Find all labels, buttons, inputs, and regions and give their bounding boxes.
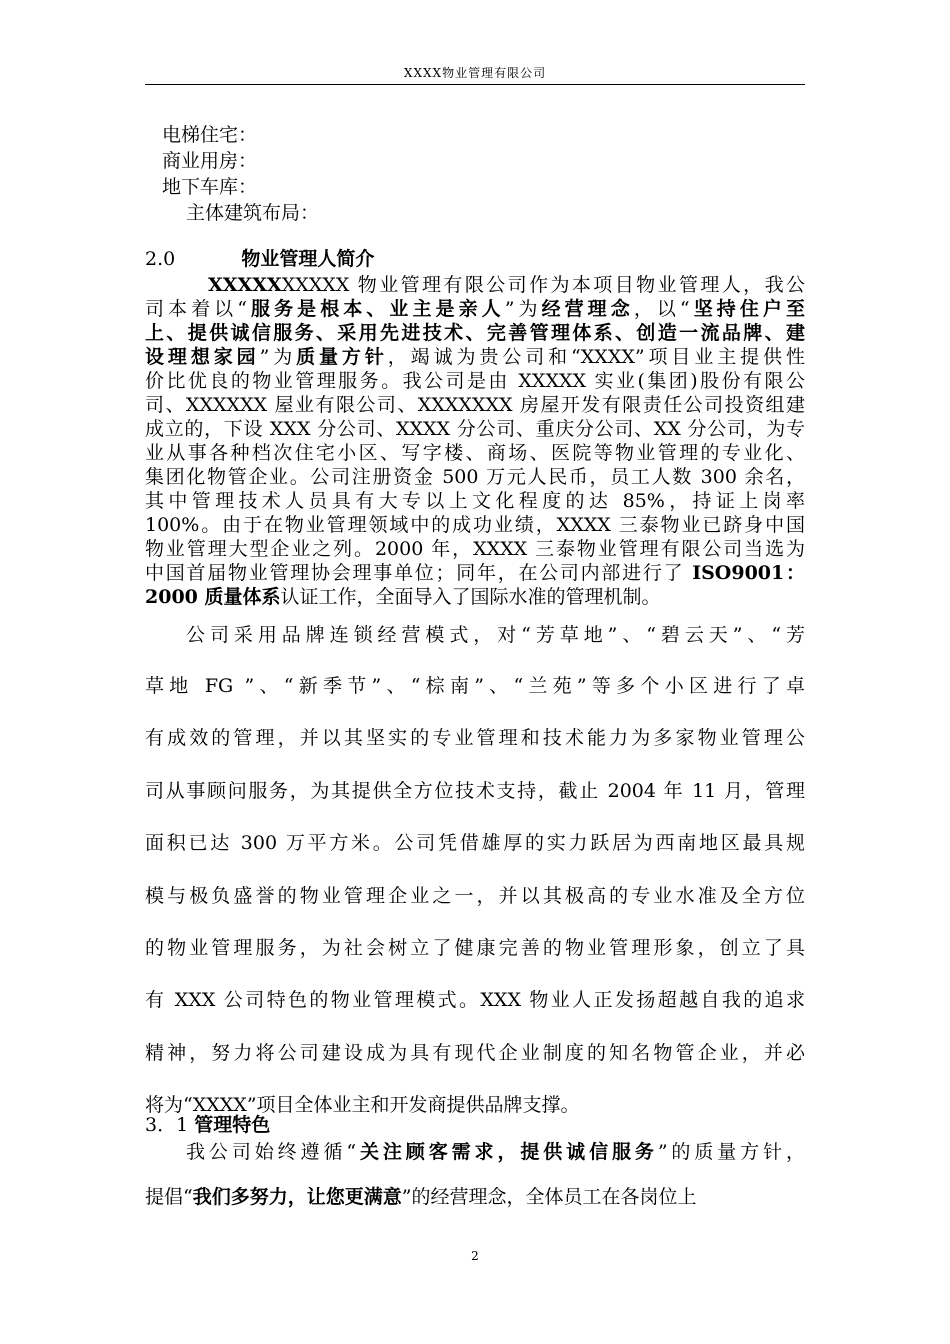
text-run: 我公司始终遵循“ — [186, 1141, 357, 1163]
bold-text: 坚持住户至 — [689, 298, 805, 320]
text-run: 草地 FG ”、“新季节”、“棕南”、“兰苑”等多个小区进行了卓 — [145, 675, 805, 697]
text-line — [145, 830, 805, 856]
text-line — [145, 725, 805, 751]
section-title: 物业管理人简介 — [241, 248, 375, 270]
text-run: 成立的，下设 XXX 分公司、XXXX 分公司、重庆分公司、XX 分公司，为专 — [145, 418, 805, 440]
text-line — [145, 440, 805, 466]
text-run: 价比优良的物业管理服务。我公司是由 XXXXX 实业(集团)股份有限公 — [145, 370, 805, 392]
header-rule — [145, 84, 805, 85]
text-run: ”的经营理念，全体员工在各岗位上 — [401, 1186, 697, 1208]
text-run: 司、XXXXXX 屋业有限公司、XXXXXXX 房屋开发有限责任公司投资组建 — [145, 394, 805, 416]
text-line — [145, 560, 805, 586]
text-run: ，竭诚为贵公司和“XXXX”项目业主提供性 — [387, 346, 805, 368]
text-line — [145, 320, 805, 346]
text-run: 100%。由于在物业管理领域中的成功业绩，XXXX 三泰物业已跻身中国 — [145, 514, 805, 536]
bold-text: 2000 质量体系 — [145, 586, 281, 608]
bold-text: 我们多努力，让您更满意 — [192, 1186, 402, 1208]
list-item-building-layout: 主体建筑布局： — [186, 202, 320, 224]
text-run: 的物业管理服务，为社会树立了健康完善的物业管理形象，创立了具 — [145, 937, 805, 959]
section-heading-2 — [145, 246, 805, 272]
bold-text: 服务是根本、业主是亲人 — [246, 298, 505, 320]
bold-text: 经营理念 — [541, 298, 634, 320]
text-run: 物业管理大型企业之列。2000 年，XXXX 三泰物业管理有限公司当选为 — [145, 538, 805, 560]
text-run: 司从事顾问服务，为其提供全方位技术支持，截止 2004 年 11 月，管理 — [145, 779, 805, 802]
text-run: 业从事各种档次住宅小区、写字楼、商场、医院等物业管理的专业化、 — [145, 442, 805, 464]
text-run: 中国首届物业管理协会理事单位；同年，在公司内部进行了 — [145, 562, 693, 584]
text-line — [186, 622, 805, 648]
text-run: 有 XXX 公司特色的物业管理模式。XXX 物业人正发扬超越自我的追求 — [145, 989, 805, 1012]
section-heading-3-1 — [145, 1112, 805, 1138]
bold-text: 上、提供诚信服务、采用先进技术、完善管理体系、创造一流品牌、建 — [145, 322, 805, 344]
section-number: 2.0 — [145, 248, 176, 270]
text-line — [145, 416, 805, 442]
text-line — [145, 987, 805, 1013]
text-line — [145, 584, 805, 610]
page-header: XXXX物业管理有限公司 — [403, 66, 547, 80]
text-run: XXXXX 物业管理有限公司作为本项目物业管理人，我公 — [281, 274, 805, 296]
text-line — [145, 368, 805, 394]
text-run: 面积已达 300 万平方米。公司凭借雄厚的实力跃居为西南地区最具规 — [145, 832, 805, 855]
text-run: ”为 — [504, 298, 542, 320]
bold-text: ISO9001： — [692, 562, 805, 584]
text-run: 模与极负盛誉的物业管理企业之一，并以其极高的专业水准及全方位 — [145, 884, 805, 907]
list-item-commercial-space: 商业用房： — [162, 150, 258, 172]
text-line — [145, 883, 805, 909]
page-number: 2 — [471, 1249, 479, 1263]
text-line — [145, 1184, 805, 1210]
text-run: 认证工作，全面导入了国际水准的管理机制。 — [280, 586, 661, 608]
text-run: 精神，努力将公司建设成为具有现代企业制度的知名物管企业，并必 — [145, 1041, 805, 1064]
text-line — [145, 296, 805, 322]
bold-text: XXXXX — [208, 274, 282, 296]
text-line — [208, 272, 805, 298]
text-run: 集团化物管企业。公司注册资金 500 万元人民币，员工人数 300 余名， — [145, 466, 805, 488]
text-run: ”的质量方针， — [657, 1141, 805, 1163]
text-line — [145, 464, 805, 490]
list-item-underground-garage: 地下车库： — [162, 176, 258, 198]
section-number: 3．1 — [145, 1114, 189, 1136]
text-run: 其中管理技术人员具有大专以上文化程度的达 85%，持证上岗率 — [145, 490, 805, 512]
text-run: 提倡“ — [145, 1186, 193, 1208]
bold-text: 质量方针 — [296, 346, 388, 368]
text-line — [145, 673, 805, 699]
text-run: 将为“XXXX”项目全体业主和开发商提供品牌支撑。 — [145, 1094, 580, 1117]
text-run: ”为 — [259, 346, 297, 368]
text-line — [145, 392, 805, 418]
bold-text: 设理想家园 — [145, 346, 260, 368]
text-line — [186, 1139, 805, 1165]
list-item-elevator-residence: 电梯住宅： — [162, 124, 258, 146]
text-line — [145, 778, 805, 804]
text-line — [145, 536, 805, 562]
text-line — [145, 488, 805, 514]
text-line — [145, 1040, 805, 1066]
text-line — [145, 344, 805, 370]
text-run: 司本着以“ — [145, 298, 247, 320]
bold-text: 关注顾客需求，提供诚信服务 — [356, 1141, 658, 1163]
section-title: 管理特色 — [194, 1114, 271, 1136]
text-line — [145, 512, 805, 538]
text-run: 有成效的管理，并以其坚实的专业管理和技术能力为多家物业管理公 — [145, 727, 805, 750]
text-run: ，以“ — [633, 298, 690, 320]
text-run: 公司采用品牌连锁经营模式，对“芳草地”、“碧云天”、“芳 — [186, 624, 805, 646]
text-line — [145, 935, 805, 961]
